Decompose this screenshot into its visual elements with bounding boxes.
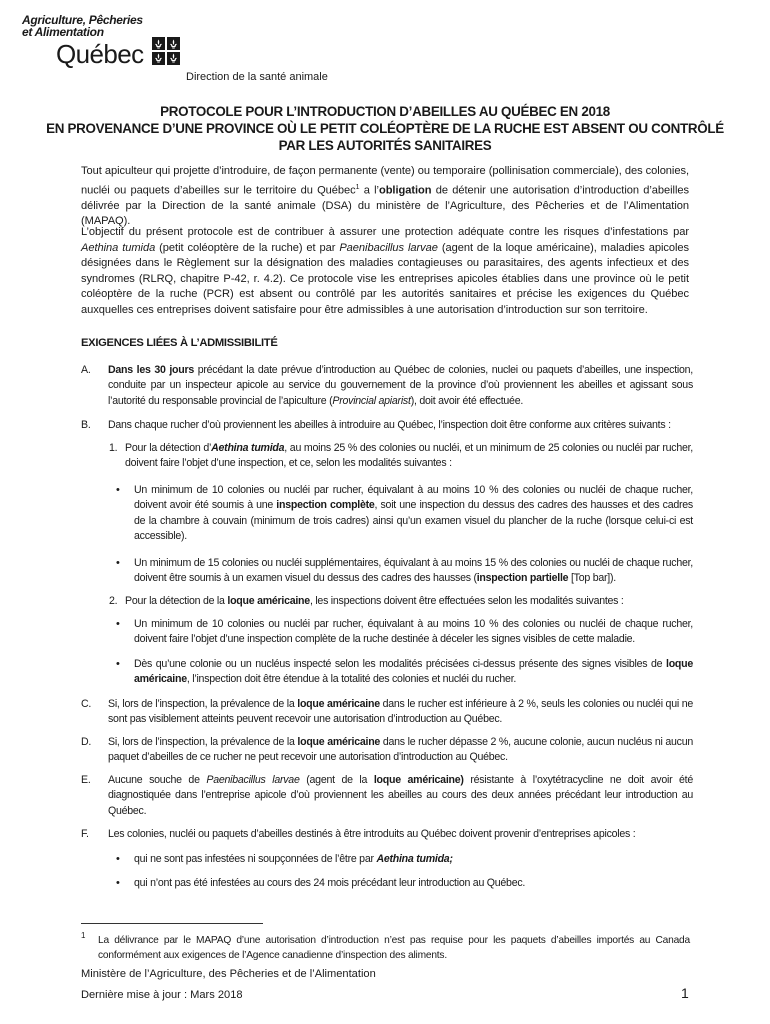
requirement-a: A. Dans les 30 jours précédant la date prévue d’introduction au Québec de colonies, nuclei ou paquets d’abeilles, une inspection, conduite par un inspecteur apicole au service du gouvernement de la province d’où proviennent les abeilles et agissant sous l’autorité du responsable provincial de l’apiculture (Provincial apiarist), doit avoir été effectuée. — [81, 364, 693, 407]
section-heading: EXIGENCES LIÉES À L’ADMISSIBILITÉ — [81, 337, 278, 349]
fleur-de-lis-flag-icon — [152, 37, 180, 65]
requirement-e: E. Aucune souche de Paenibacillus larvae (agent de la loque américaine) résistante à l’oxytétracycline ne doit avoir été diagnostiquée dans l’entreprise apicole d’où proviennent les abeilles au cours des deux années précédant leur introduction au Québec. — [81, 774, 693, 817]
page-number: 1 — [681, 985, 689, 1001]
title-line2: EN PROVENANCE D’UNE PROVINCE OÙ LE PETIT COLÉOPTÈRE DE LA RUCHE EST ABSENT OU CONTRÔLÉ — [46, 121, 724, 136]
document-title — [40, 103, 730, 154]
footnote-divider — [81, 923, 263, 924]
intro-paragraph-1: Tout apiculteur qui projette d’introduire, de façon permanente (vente) ou temporaire (pollinisation commerciale), des colonies, nucléi ou paquets d’abeilles sur le territoire du Québec$^1$ a l’obligation de détenir une autorisation d’introduction d’abeilles délivrée par la Direction de la santé animale (DSA) du ministère de l’Agriculture, des Pêcheries et de l’Alimentation (MAPAQ). — [81, 165, 689, 228]
requirement-f: F. Les colonies, nucléi ou paquets d’abeilles destinés à être introduits au Québec doivent provenir d’entreprises apicoles : — [81, 828, 636, 840]
title-line1: PROTOCOLE POUR L’INTRODUCTION D’ABEILLES AU QUÉBEC EN 2018 — [160, 104, 610, 119]
title-line3: PAR LES AUTORITÉS SANITAIRES — [278, 138, 492, 153]
footer-ministry: Ministère de l’Agriculture, des Pêcheries et de l’Alimentation — [81, 968, 376, 980]
list-item: • qui ne sont pas infestées ni soupçonnées de l’être par Aethina tumida; — [116, 853, 453, 865]
requirement-c: C. Si, lors de l’inspection, la prévalence de la loque américaine dans le rucher est inférieure à 2 %, seuls les colonies ou nucléi qui ne sont pas visiblement atteints peuvent recevoir une autorisation d’introduction au Québec. — [81, 698, 693, 726]
intro-paragraph-2: L’objectif du présent protocole est de contribuer à assurer une protection adéquate contre les risques d’infestations par Aethina tumida (petit coléoptère de la ruche) et par Paenibacillus larvae (agent de la loque américaine), maladies apicoles désignées dans le Règlement sur la désignation des maladies contagieuses ou parasitaires, des agents infectieux et des syndromes (RLRQ, chapitre P-42, r. 4.2). Ce protocole vise les entreprises apicoles établies dans une province où le petit coléoptère de la ruche (PCR) est absent ou contrôlé par les autorités sanitaires et précise les exigences du Québec auxquelles ces entreprises doivent satisfaire pour être admissibles à une autorisation d’introduction sur son territoire. — [81, 226, 690, 316]
footnote-number: 1 — [81, 931, 86, 940]
list-item: • qui n’ont pas été infestées au cours des 24 mois précédant leur introduction au Québec. — [116, 877, 526, 889]
logo-line1: Agriculture, Pêcheries — [22, 13, 143, 27]
logo-word: Québec — [56, 39, 144, 69]
list-item: • Dès qu’une colonie ou un nucléus inspecté selon les modalités précisées ci-dessus présente des signes visibles de loque américaine, l’inspection doit être étendue à la totalité des colonies et nucléi du rucher. — [116, 658, 693, 686]
requirement-d: D. Si, lors de l’inspection, la prévalence de la loque américaine dans le rucher dépasse 2 %, aucune colonie, aucun nucléus ni aucun paquet d’abeilles de ce rucher ne peut recevoir une autorisation d’introduction au Québec. — [81, 736, 693, 764]
logo-line2: et Alimentation — [22, 25, 104, 39]
footer-updated: Dernière mise à jour : Mars 2018 — [81, 989, 243, 1001]
quebec-logo — [22, 13, 222, 69]
list-item: • Un minimum de 10 colonies ou nucléi par rucher, équivalant à au moins 10 % des colonies ou nucléi de chaque rucher, doivent avoir été soumis à une inspection complète, soit une inspection du dessus des cadres des hausses et des cadres de la chambre à couvain (minimum de trois cadres) ainsi qu’un examen visuel du plancher de la ruche (lorsque celui-ci est accessible). — [116, 484, 693, 542]
list-item: • Un minimum de 10 colonies ou nucléi par rucher, équivalant à au moins 10 % des colonies ou nucléi de chaque rucher, doivent faire l’objet d’une inspection complète de la ruche destinée à déceler les signes visibles de cette maladie. — [116, 618, 693, 646]
footnote-text: La délivrance par le MAPAQ d’une autorisation d’introduction n’est pas requise pour les paquets d’abeilles importés au Canada conformément aux exigences de l’Agence canadienne d’inspection des aliments. — [98, 935, 690, 962]
direction-label: Direction de la santé animale — [186, 71, 328, 83]
requirement-b: B. Dans chaque rucher d’où proviennent les abeilles à introduire au Québec, l’inspection doit être conforme aux critères suivants : — [81, 419, 671, 431]
list-item: • Un minimum de 15 colonies ou nucléi supplémentaires, équivalant à au moins 15 % des colonies ou nucléi de chaque rucher, doivent être soumis à un examen visuel du dessus des cadres des hausses (inspection partielle [Top bar]). — [116, 557, 693, 585]
requirement-b-1: 1. Pour la détection d’Aethina tumida, au moins 25 % des colonies ou nucléi, et un minimum de 25 colonies ou nucléi par rucher, doivent faire l’objet d’une inspection, et ce, selon les modalités suivantes : — [109, 442, 693, 470]
requirement-b-2: 2. Pour la détection de la loque américaine, les inspections doivent être effectuées selon les modalités suivantes : — [109, 595, 624, 607]
